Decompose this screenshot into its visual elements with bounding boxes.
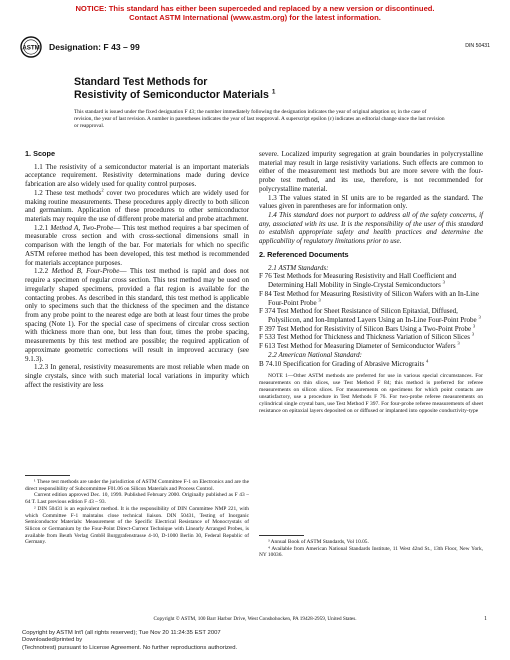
reference-code: F 397 [259, 324, 276, 333]
din-number: DIN 50431 [465, 43, 490, 49]
footnotes-right [259, 539, 483, 559]
reference-title: Test Method for Measuring Diameter of Semiconductor Wafers [276, 342, 456, 351]
method-a-title: Method A, Two-Probe [50, 223, 114, 232]
paragraph-number: 1.2.1 [34, 223, 51, 232]
footnote-1: ¹ These test methods are under the jurisdiction of ASTM Committee F-1 on Electronics and are the direct responsibility of Subcommittee F01.06 on Silicon Materials and Process Control. [25, 479, 249, 492]
paragraph-1-2-1 [25, 224, 249, 268]
license-line-1: Copyright by ASTM Int'l (all rights reserved); Tue Nov 20 11:24:35 EST 2007 [22, 630, 221, 636]
license-stamp [22, 630, 237, 652]
reference-title: Test Method for Thickness and Thickness Variation of Silicon Slices [276, 333, 470, 342]
paragraph-text: — This test method requires a bar specimen of measurable cross section and with cross-sectional dimensions small in comparison with the length of the bar. For materials for which no specific ASTM referee method has been developed, this test method is recommended for materials acceptance purposes. [25, 223, 249, 267]
notice-line-2: Contact ASTM International (www.astm.org) for the latest information. [129, 13, 381, 23]
reference-title: Test Method for Measuring Resistivity of Silicon Wafers with an In-Line Four-Point Probe [268, 289, 479, 307]
reference-code: F 76 [259, 272, 272, 281]
reference-code: F 84 [259, 289, 272, 298]
footnote-3: ³ Annual Book of ASTM Standards, Vol 10.05. [268, 539, 369, 545]
page-number: 1 [484, 616, 487, 622]
reference-title: Test Methods for Measuring Resistivity and Hall Coefficient and Determining Hall Mobility in Single-Crystal Semiconductors [268, 272, 457, 290]
right-column [259, 150, 483, 415]
footnote-divider [25, 475, 70, 476]
left-column [25, 150, 249, 389]
license-line-3: (Technotrest) pursuant to License Agreement. No further reproductions authorized. [22, 644, 238, 651]
paragraph-text: — This test method is rapid and does not require a specimen of regular cross section. This test method may be used on irregularly shaped specimens, provided a flat region is available for the contacting probes. As described in this standard, this test method is applicable only to specimens such that the thickness of the specimen and the distance from any probe point to the nearest edge are both at least four times the probe spacing (Note 1). For the special case of specimens of circular cross section with thickness more than one, but less than four, times the probe spacing, measurements by this test method are possible; the required application of approximate geometric corrections will result in improved accuracy (see 9.1.3). [25, 267, 250, 363]
reference-item [259, 290, 483, 307]
reference-item [259, 360, 483, 369]
footnotes-left [25, 479, 249, 546]
document-title [74, 76, 444, 101]
paragraph-1-4: 1.4 This standard does not purport to address all of the safety concerns, if any, associated with its use. It is the responsibility of the user of this standard to establish appropriate safety and health practices and determine the applicability of regulatory limitations prior to use. [259, 211, 483, 246]
reference-title: Test Method for Resistivity of Silicon Bars Using a Two-Point Probe [276, 324, 472, 333]
reference-code: F 613 [259, 342, 276, 351]
footnote-mark: 3 [472, 323, 476, 329]
copyright-line: Copyright © ASTM, 100 Barr Harbor Drive, West Conshohocken, PA 19428-2959, United States. [153, 616, 357, 622]
referenced-documents-heading: 2. Referenced Documents [259, 249, 349, 259]
paragraph-1-3: 1.3 The values stated in SI units are to be regarded as the standard. The values given in parentheses are for information only. [259, 193, 483, 211]
paragraph-1-1: 1.1 The resistivity of a semiconductor material is an important materials acceptance requirement. Resistivity determinations made during device fabrication are also widely used for quality control purposes. [25, 162, 249, 189]
note-1: NOTE 1—Other ASTM methods are preferred for use in various special circumstances. For measurements on thin slices, use Test Method F 84; this method is preferred for referee measurements on silicon slices. For measurements on specimens for which point contacts are unsatisfactory, use a procedure in Test Methods F 76. For two-probe referee measurements on cylindrical single crystal bars, use Test Method F 397. For four-probe referee measurements of sheet resistance on epitaxial layers deposited on or diffused or implanted into opposite conductivity-type [259, 373, 483, 414]
footnote-mark: 3 [442, 279, 445, 285]
footnote-4: ⁴ Available from American National Standards Institute, 11 West 42nd St., 13th Floor, New York, NY 10036. [259, 545, 483, 559]
scope-heading: 1. Scope [25, 149, 56, 158]
paragraph-1-2 [25, 189, 249, 224]
footnote-mark: 3 [457, 340, 460, 346]
document-header [20, 34, 490, 62]
license-line-2: Downloaded/printed by [22, 637, 83, 644]
designation: Designation: F 43 – 99 [49, 42, 140, 52]
paragraph-continued: severe. Localized impurity segregation at grain boundaries in polycrystalline material may result in large resistivity variations. Such effects are common to either of the measurement test methods but are more severe with the four-probe test method, and its use, therefore, is not recommended for polycrystalline material. [259, 150, 483, 193]
reference-code: F 533 [259, 333, 276, 342]
national-standard-heading [259, 351, 483, 360]
footnote-mark: 4 [425, 358, 429, 364]
paragraph-1-2-3: 1.2.3 In general, resistivity measurements are most reliable when made on single crystals, since with such material local variations in impurity which affect the resistivity are less [25, 363, 249, 389]
title-line-2 [74, 89, 444, 102]
superseded-notice [0, 4, 510, 23]
footnote-mark: 3 [478, 314, 481, 320]
footnote-mark-2: 2 [101, 187, 104, 193]
method-b-title: Method B, Four-Probe [51, 267, 120, 276]
astm-standards-heading [259, 264, 483, 273]
title-text: Resistivity of Semiconductor Materials [74, 88, 269, 101]
footnote-divider [259, 535, 304, 536]
notice-line-1: NOTICE: This standard has either been superceded and replaced by a new version or discontinued. [75, 4, 435, 13]
svg-text:ASTM: ASTM [22, 44, 40, 52]
title-footnote-mark: 1 [271, 87, 276, 95]
footnote-2: ² DIN 50431 is an equivalent method. It is the responsibility of DIN Committee NMP 221, with which Committee F-1 maintains close technical liaison. DIN 50431, Testing of Inorganic Semiconductor Materials: Measurement of the Specific Electrical Resistance of Monocrystals of Silicon or Germanium by the Four-Point Direct-Current Technique with Linearly Arranged Probes, is available from Beuth Verlag GmbH Burggrafenstrasse 4-10, D-1000 Berlin 30, Federal Republic of Germany. [25, 505, 249, 546]
paragraph-1-2-2 [25, 267, 249, 363]
paragraph-1-2-lead: 1.2 These test methods [34, 188, 102, 197]
reference-code: B 74.10 [259, 359, 282, 368]
footnote-mark: 3 [471, 332, 475, 338]
astm-logo-icon [20, 34, 42, 60]
reference-title: Test Method for Sheet Resistance of Silicon Epitaxial, Diffused, Polysilicon, and Ion-Implanted Layers Using an In-Line Four-Point Probe [268, 307, 477, 324]
paragraph-1-2-text: cover two procedures which are widely used for making routine measurements. These procedures apply directly to both silicon and germanium. Application of these procedures to other semiconductor materials may require the use of different probe material and probe attachment. [25, 188, 249, 224]
reference-item [259, 333, 483, 342]
paragraph-number: 1.2.2 [34, 267, 52, 276]
reference-item [259, 272, 483, 289]
footnote-mark: 3 [318, 297, 321, 303]
issuance-statement: This standard is issued under the fixed designation F 43; the number immediately following the designation indicates the year of original adoption or, in the case of revision, the year of last revision. A number in parentheses indicates the year of last reapproval. A superscript epsilon (ε) indicates an editorial change since the last revision or reapproval. [74, 109, 445, 129]
national-standard-label: 2.2 American National Standard: [268, 350, 362, 359]
reference-item [259, 307, 483, 324]
reference-title: Specification for Grading of Abrasive Micrograits [283, 359, 425, 368]
footnote-1-edition: Current edition approved Dec. 10, 1999. Published February 2000. Originally published as F 43 – 64 T. Last previous edition F 43 – 93. [25, 492, 249, 506]
title-line-1: Standard Test Methods for [74, 76, 208, 88]
astm-standards-label: 2.1 ASTM Standards: [268, 263, 329, 272]
reference-code: F 374 [259, 307, 276, 316]
reference-item [259, 342, 483, 351]
